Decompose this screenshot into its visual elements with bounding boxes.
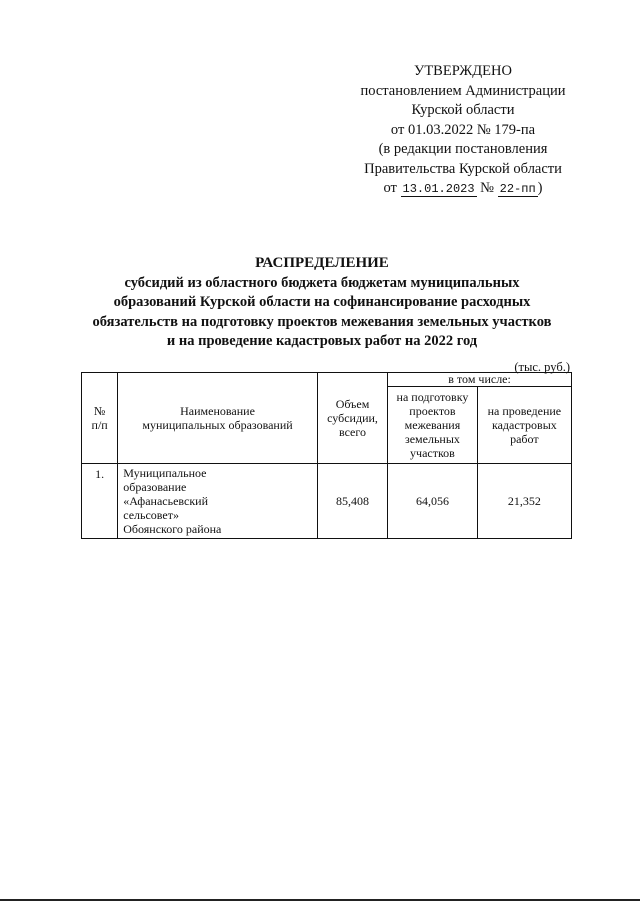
row-name-line-5: Обоянского района xyxy=(123,522,222,536)
approval-date-number: от 01.03.2022 № 179-па xyxy=(390,121,536,138)
row-total: 85,408 xyxy=(317,464,387,539)
approval-block xyxy=(352,62,574,200)
header-num xyxy=(82,373,118,464)
row-name-line-2: образование xyxy=(123,480,187,494)
approval-number-sign: № xyxy=(480,180,495,196)
row-name xyxy=(118,464,318,539)
approval-close-paren: ) xyxy=(537,180,543,196)
row-projects: 64,056 xyxy=(388,464,478,539)
header-num-pp: п/п xyxy=(91,418,108,432)
table-header-row-1 xyxy=(82,373,572,387)
table-row xyxy=(82,464,572,539)
document-title xyxy=(60,254,584,352)
title-line-2: образований Курской области на софинансирование расходных xyxy=(113,294,531,310)
header-projects: на подготовку проектов межевания земельных участков xyxy=(388,387,478,464)
title-line-1: субсидий из областного бюджета бюджетам муниципальных xyxy=(124,274,520,291)
approval-edition: (в редакции постановления xyxy=(378,141,548,157)
approval-heading: УТВЕРЖДЕНО xyxy=(414,63,512,79)
approval-resolution: постановлением Администрации xyxy=(360,82,566,99)
title-heading: РАСПРЕДЕЛЕНИЕ xyxy=(255,255,389,271)
header-num-sign: № xyxy=(93,404,106,418)
approval-edition-number: 22-пп xyxy=(499,182,536,196)
row-num: 1. xyxy=(82,464,118,539)
distribution-table xyxy=(81,372,572,539)
approval-date-prefix: от xyxy=(383,180,397,196)
row-name-line-1: Муниципальное xyxy=(123,466,207,480)
unit-label: (тыс. руб.) xyxy=(514,360,570,374)
approval-edition-ref xyxy=(352,179,574,200)
approval-region: Курской области xyxy=(411,102,515,118)
row-name-line-4: сельсовет» xyxy=(123,508,179,522)
header-total: Объем субсидии, всего xyxy=(317,373,387,464)
row-cadastral: 21,352 xyxy=(477,464,571,539)
header-name: Наименование муниципальных образований xyxy=(118,373,318,464)
approval-government: Правительства Курской области xyxy=(364,160,562,177)
title-line-4: и на проведение кадастровых работ на 2022 год xyxy=(166,333,478,349)
page-bottom-edge xyxy=(0,899,640,901)
row-name-line-3: «Афанасьевский xyxy=(123,494,208,508)
approval-edition-date: 13.01.2023 xyxy=(402,182,475,196)
header-including: в том числе: xyxy=(388,373,572,387)
header-cadastral: на проведение кадастровых работ xyxy=(477,387,571,464)
title-line-3: обязательств на подготовку проектов межевания земельных участков xyxy=(92,313,552,330)
